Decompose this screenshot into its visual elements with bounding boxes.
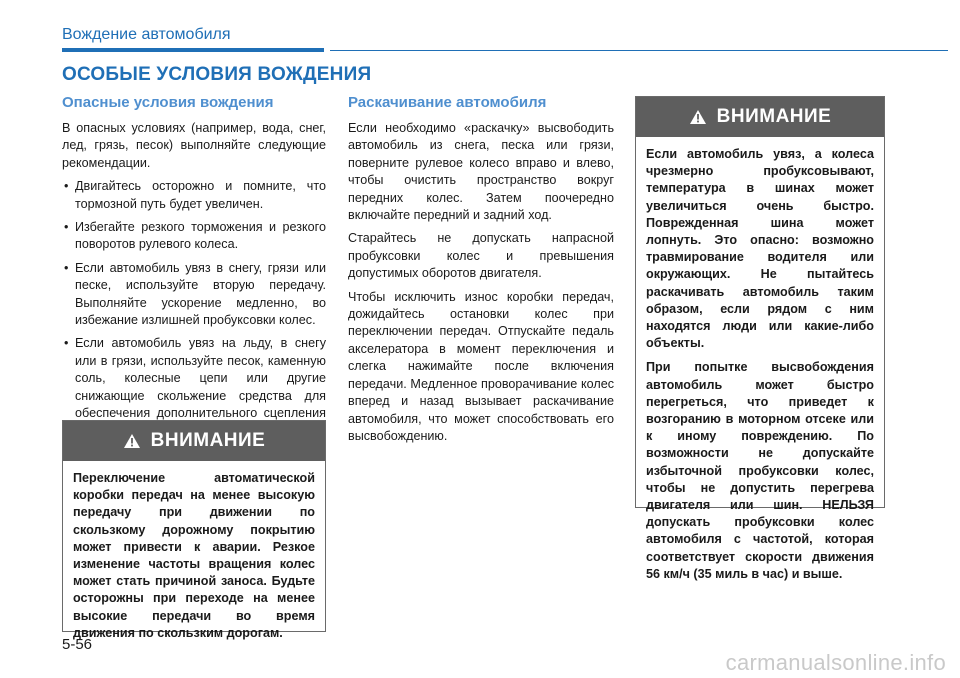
warning-text: Переключение автоматической коробки передач на менее высокую передачу при движении по скользкому дорожному покрытию может привести к аварии. Резкое изменение частоты вращения колес может стать причиной заноса. Будьте осторожны при переходе на менее высокие передачи во время движения по скользким дорогам. xyxy=(73,471,315,640)
page-number: 5-56 xyxy=(62,636,93,653)
paragraph: Чтобы исключить износ коробки передач, дожидайтесь остановки колес при переключении передач. Отпускайте педаль акселератора в момент переключения и слегка нажимайте после включения передачи. Медленное проворачивание колес вперед и назад вызывает раскачивание автомобиля, что может способствовать его высвобождению. xyxy=(348,289,614,443)
intro-paragraph: В опасных условиях (например, вода, снег, лед, грязь, песок) выполняйте следующие рекомендации. xyxy=(62,121,326,170)
section-title: ОСОБЫЕ УСЛОВИЯ ВОЖДЕНИЯ xyxy=(62,64,372,85)
paragraph: Старайтесь не допускать напрасной пробуксовки колес и превышения допустимых оборотов двигателя. xyxy=(348,231,614,281)
subhead-rocking-vehicle: Раскачивание автомобиля xyxy=(348,94,547,111)
warning-triangle-icon xyxy=(123,433,141,449)
list-item: • Избегайте резкого торможения и резкого поворотов рулевого колеса. xyxy=(62,219,326,254)
header-rule-thin xyxy=(330,50,948,51)
warning-body xyxy=(636,137,884,583)
warning-text: Если автомобиль увяз, а колеса чрезмерно пробуксовывают, температура в шинах может увеличиться очень быстро. Поврежденная шина может лопнуть. Это опасно: возможно травмирование водителя или окружающих. Не пытайтесь раскачивать автомобиль таким образом, если рядом с ним находятся люди или какие-либо объекты. xyxy=(646,147,874,351)
left-column xyxy=(62,94,326,446)
header-rule-thick xyxy=(62,48,324,52)
chapter-title: Вождение автомобиля xyxy=(62,26,231,43)
subhead-hazardous-conditions: Опасные условия вождения xyxy=(62,94,274,111)
list-item: • Если автомобиль увяз в снегу, грязи или песке, используйте вторую передачу. Выполняйте ускорение медленно, во избежание излишней пробуксовки колес. xyxy=(62,260,326,330)
watermark: carmanualsonline.info xyxy=(725,650,946,675)
list-item: • Двигайтесь осторожно и помните, что тормозной путь будет увеличен. xyxy=(62,178,326,213)
warning-triangle-icon xyxy=(689,109,707,125)
middle-column xyxy=(348,94,614,451)
warning-title: ВНИМАНИЕ xyxy=(716,106,832,127)
warning-header xyxy=(63,421,325,461)
warning-text: При попытке высвобождения автомобиль может быстро перегреться, что приведет к возгоранию в моторном отсеке или к иному повреждению. По возможности не допускайте избыточной пробуксовки колес, чтобы не допустить перегрева двигателя или шин. НЕЛЬЗЯ допускать пробуксовки колес автомобиля с частотой, которая соответствует скорости движения 56 км/ч (35 миль в час) и выше. xyxy=(646,360,874,581)
warning-body xyxy=(63,461,325,642)
bullet-list xyxy=(62,178,326,440)
warning-box-right xyxy=(635,96,885,581)
warning-header xyxy=(636,97,884,137)
list-item: • Если автомобиль увяз на льду, в снегу или в грязи, используйте песок, каменную соль, колесные цепи или другие снижающие скольжение средства для обеспечения дополнительного сцепления xyxy=(62,335,326,439)
paragraph: Если необходимо «раскачку» высвободить автомобиль из снега, песка или грязи, поверните рулевое колесо вправо и влево, чтобы очистить пространство вокруг передних колес. Затем поочередно включайте передний и задний ход. xyxy=(348,121,614,223)
warning-box-left xyxy=(62,420,326,640)
warning-title: ВНИМАНИЕ xyxy=(150,430,266,451)
